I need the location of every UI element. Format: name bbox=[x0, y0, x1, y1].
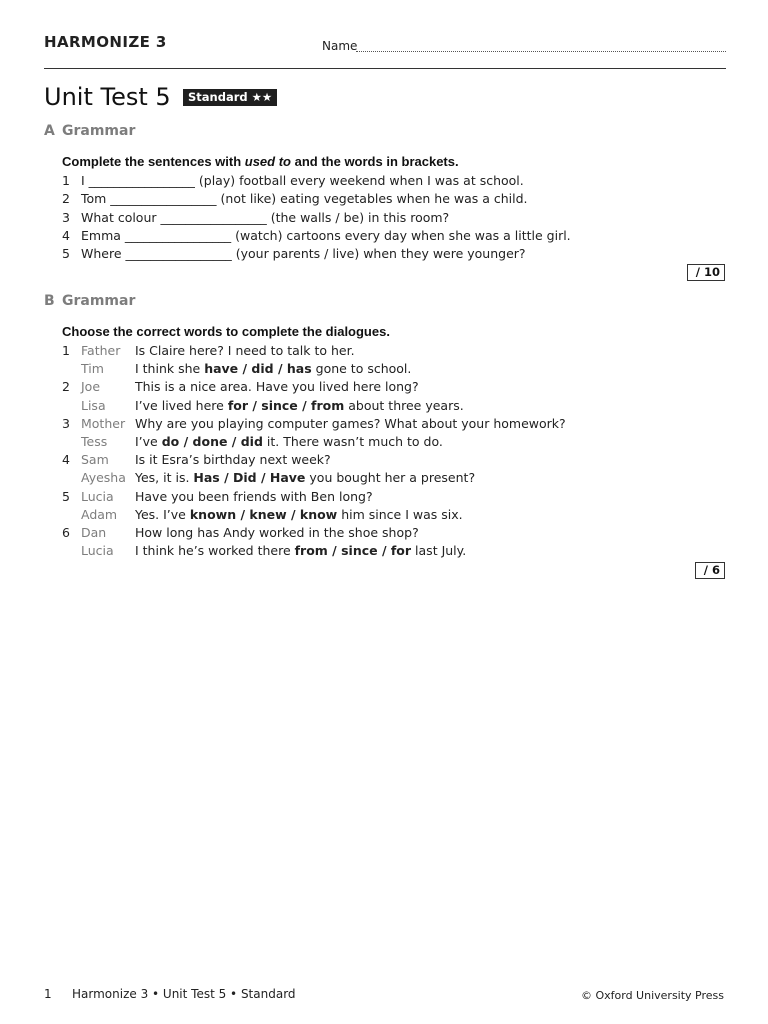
footer-left bbox=[44, 987, 296, 1001]
dialogue-number: 6 bbox=[62, 524, 70, 540]
speaker-name: Lisa bbox=[81, 397, 106, 413]
speaker-name: Father bbox=[81, 343, 121, 358]
page-title: Unit Test 5 bbox=[44, 83, 171, 111]
dialogue-text: I’ve lived here bbox=[135, 397, 228, 413]
question-text: What colour _________________ (the walls / be) in this room? bbox=[81, 209, 450, 225]
dialogue-number: 1 bbox=[62, 343, 70, 358]
section-b-score-box: / 6 bbox=[695, 562, 725, 579]
page-number: 1 bbox=[44, 987, 52, 1001]
dialogue-text: Have you been friends with Ben long? bbox=[135, 488, 373, 504]
dialogue-text: about three years. bbox=[344, 397, 464, 413]
dialogue-number: 2 bbox=[62, 379, 70, 395]
footer-title: Harmonize 3 • Unit Test 5 • Standard bbox=[72, 987, 296, 1001]
section-a-instruction bbox=[62, 154, 459, 169]
dialogue-text: him since I was six. bbox=[337, 506, 463, 522]
question-text: Emma _________________ (watch) cartoons every day when she was a little girl. bbox=[81, 227, 571, 243]
question-number: 1 bbox=[62, 173, 70, 188]
dialogue-text: I think he’s worked there bbox=[135, 543, 295, 559]
speaker-name: Ayesha bbox=[81, 470, 126, 486]
speaker-name: Joe bbox=[81, 379, 101, 395]
instruction-text: and the words in brackets. bbox=[291, 154, 459, 169]
dialogue-3-line-2 bbox=[62, 433, 722, 451]
speaker-name: Adam bbox=[81, 506, 118, 522]
dialogue-5-line-2 bbox=[62, 506, 722, 524]
dialogue-number: 3 bbox=[62, 415, 70, 431]
section-b-instruction: Choose the correct words to complete the dialogues. bbox=[62, 324, 390, 339]
dialogue-text: Is it Esra’s birthday next week? bbox=[135, 452, 331, 468]
instruction-emphasis: used to bbox=[244, 154, 291, 169]
answer-options: have / did / has bbox=[204, 361, 312, 377]
question-5 bbox=[62, 245, 722, 263]
question-number: 2 bbox=[62, 191, 70, 207]
dialogue-6-line-2 bbox=[62, 542, 722, 560]
name-line bbox=[356, 51, 726, 52]
question-text: Tom _________________ (not like) eating vegetables when he was a child. bbox=[81, 191, 528, 207]
dialogue-text: last July. bbox=[411, 543, 467, 559]
dialogue-2-line-1 bbox=[62, 378, 722, 396]
question-number: 3 bbox=[62, 209, 70, 225]
question-4 bbox=[62, 227, 722, 245]
dialogue-1-line-2 bbox=[62, 360, 722, 378]
section-a-score-box: / 10 bbox=[687, 264, 725, 281]
section-a-questions bbox=[62, 172, 722, 263]
answer-options: known / knew / know bbox=[189, 506, 338, 522]
speaker-name: Lucia bbox=[81, 488, 114, 504]
dialogue-4-line-1 bbox=[62, 451, 722, 469]
section-b-letter: B bbox=[44, 293, 55, 309]
dialogue-text: Why are you playing computer games? What about your homework? bbox=[135, 415, 566, 431]
name-field bbox=[322, 37, 726, 53]
question-3 bbox=[62, 209, 722, 227]
instruction-text: Complete the sentences with bbox=[62, 154, 245, 169]
dialogue-5-line-1 bbox=[62, 488, 722, 506]
dialogue-text: Yes. I’ve bbox=[135, 506, 190, 522]
name-label: Name bbox=[322, 39, 358, 53]
dialogue-text: it. There wasn’t much to do. bbox=[262, 433, 443, 449]
dialogue-text: How long has Andy worked in the shoe shop? bbox=[135, 524, 419, 540]
dialogue-4-line-2 bbox=[62, 469, 722, 487]
level-badge: Standard ★★ bbox=[183, 89, 277, 106]
question-number: 4 bbox=[62, 227, 70, 243]
answer-options: for / since / from bbox=[227, 397, 345, 413]
section-a-heading bbox=[44, 123, 135, 139]
speaker-name: Dan bbox=[81, 524, 107, 540]
dialogue-number: 4 bbox=[62, 452, 70, 468]
question-text: I _________________ (play) football every weekend when I was at school. bbox=[81, 173, 524, 188]
header-divider bbox=[44, 68, 726, 69]
section-a-letter: A bbox=[44, 123, 55, 139]
dialogue-text: I think she bbox=[135, 361, 205, 377]
question-text: Where _________________ (your parents / live) when they were younger? bbox=[81, 246, 526, 262]
dialogue-text: This is a nice area. Have you lived here long? bbox=[135, 379, 419, 395]
dialogue-text: gone to school. bbox=[311, 361, 412, 377]
answer-options: do / done / did bbox=[161, 433, 263, 449]
dialogue-6-line-1 bbox=[62, 524, 722, 542]
section-b-dialogues bbox=[62, 342, 722, 560]
speaker-name: Mother bbox=[81, 415, 126, 431]
section-b-title: Grammar bbox=[62, 293, 136, 309]
speaker-name: Sam bbox=[81, 452, 109, 468]
dialogue-text: Is Claire here? I need to talk to her. bbox=[135, 343, 355, 358]
speaker-name: Lucia bbox=[81, 543, 114, 559]
answer-options: from / since / for bbox=[294, 543, 412, 559]
dialogue-text: Yes, it is. bbox=[135, 470, 194, 486]
copyright: © Oxford University Press bbox=[580, 989, 724, 1002]
dialogue-number: 5 bbox=[62, 488, 70, 504]
question-number: 5 bbox=[62, 246, 70, 262]
dialogue-2-line-2 bbox=[62, 397, 722, 415]
speaker-name: Tess bbox=[81, 433, 108, 449]
section-a-title: Grammar bbox=[62, 123, 136, 139]
dialogue-text: you bought her a present? bbox=[305, 470, 476, 486]
speaker-name: Tim bbox=[81, 361, 104, 377]
dialogue-1-line-1 bbox=[62, 342, 722, 360]
section-b-heading bbox=[44, 293, 135, 309]
dialogue-3-line-1 bbox=[62, 415, 722, 433]
dialogue-text: I’ve bbox=[135, 433, 162, 449]
brand-logo: HARMONIZE 3 bbox=[44, 33, 167, 51]
answer-options: Has / Did / Have bbox=[193, 470, 306, 486]
question-2 bbox=[62, 190, 722, 208]
question-1 bbox=[62, 172, 722, 190]
